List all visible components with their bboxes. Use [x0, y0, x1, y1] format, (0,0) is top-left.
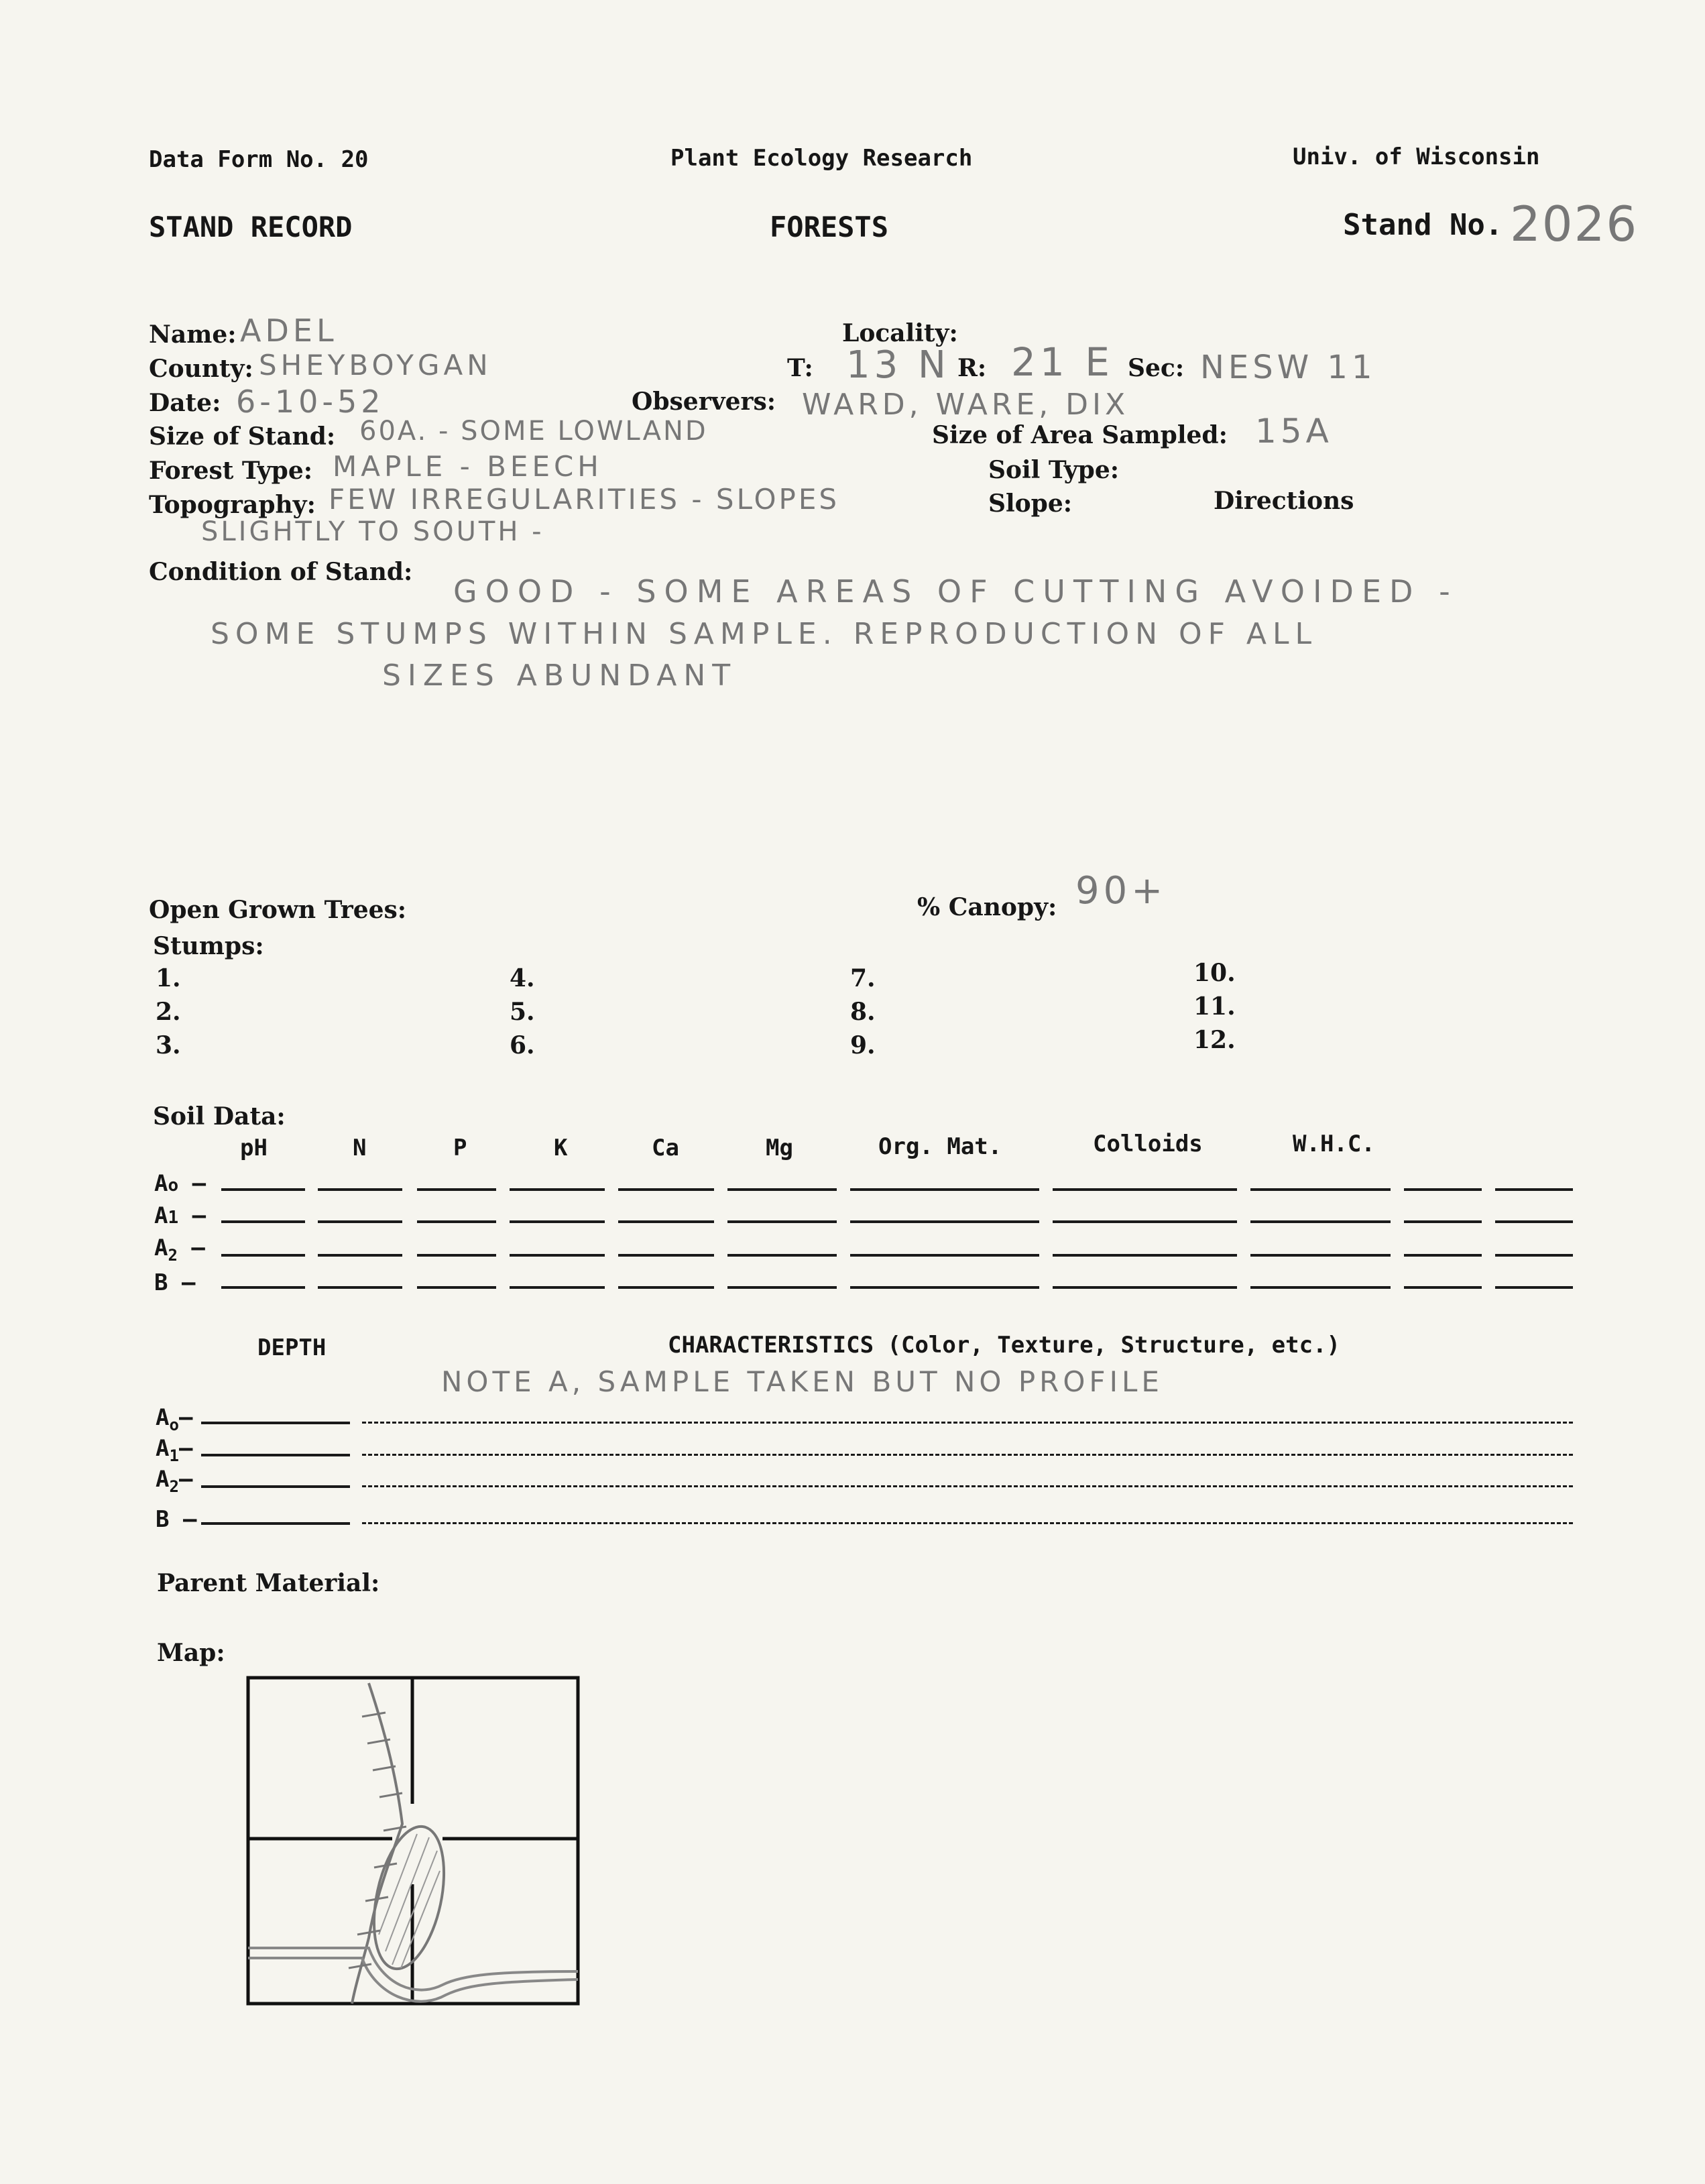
- soil-data-cell-line: [1495, 1188, 1573, 1191]
- soil-data-cell-line: [417, 1286, 496, 1289]
- soil-data-cell-line: [318, 1254, 402, 1257]
- soil-data-cell-line: [1053, 1254, 1237, 1257]
- canopy-label: % Canopy:: [917, 893, 1057, 921]
- stump-number: 2.: [156, 998, 181, 1026]
- form-number: Data Form No. 20: [149, 146, 369, 173]
- name-value: ADEL: [240, 312, 338, 349]
- soil-data-cell-line: [1404, 1188, 1482, 1191]
- soil-data-cell-line: [850, 1188, 1039, 1191]
- topography-value-2: SLIGHTLY TO SOUTH -: [201, 516, 544, 547]
- depth-line: [201, 1485, 350, 1488]
- depth-line: [201, 1454, 350, 1456]
- horizon-label: A1 —: [154, 1202, 207, 1229]
- forest-type-value: MAPLE - BEECH: [333, 450, 603, 483]
- county-label: County:: [149, 355, 253, 383]
- profile-horizon-label: B —: [156, 1506, 197, 1533]
- canopy-value: 90+: [1075, 869, 1167, 913]
- soil-column-header: Colloids: [1093, 1131, 1203, 1157]
- soil-data-cell-line: [1250, 1254, 1391, 1257]
- section-value: NESW 11: [1200, 349, 1376, 386]
- forest-type-label: Forest Type:: [149, 457, 313, 485]
- stump-number: 6.: [510, 1031, 535, 1059]
- slope-label: Slope:: [988, 490, 1073, 518]
- soil-data-cell-line: [618, 1254, 714, 1257]
- directions-label: Directions: [1214, 487, 1354, 515]
- soil-data-cell-line: [1404, 1220, 1482, 1223]
- soil-data-cell-line: [417, 1220, 496, 1223]
- soil-data-cell-line: [1404, 1286, 1482, 1289]
- soil-column-header: P: [453, 1135, 467, 1161]
- soil-data-cell-line: [1250, 1286, 1391, 1289]
- profile-horizon-label: $A_1—$: [156, 1435, 193, 1465]
- soil-data-cell-line: [510, 1286, 605, 1289]
- soil-column-header: Mg: [766, 1135, 793, 1161]
- record-title: STAND RECORD: [149, 211, 353, 243]
- soil-column-header: pH: [240, 1135, 268, 1161]
- size-area-label: Size of Area Sampled:: [932, 421, 1228, 449]
- date-value: 6-10-52: [236, 384, 385, 420]
- soil-data-cell-line: [850, 1254, 1039, 1257]
- depth-line: [201, 1422, 350, 1424]
- condition-value-3: SIZES ABUNDANT: [382, 658, 738, 693]
- characteristics-line: [362, 1522, 1573, 1524]
- characteristics-header: CHARACTERISTICS (Color, Texture, Structure, etc.): [668, 1332, 1341, 1359]
- name-label: Name:: [149, 321, 237, 349]
- depth-line: [201, 1522, 350, 1525]
- map-sample-area: [363, 1820, 456, 1975]
- soil-data-cell-line: [221, 1254, 305, 1257]
- soil-data-cell-line: [850, 1220, 1039, 1223]
- soil-data-cell-line: [318, 1286, 402, 1289]
- characteristics-line: [362, 1422, 1573, 1424]
- soil-note: NOTE A, SAMPLE TAKEN BUT NO PROFILE: [441, 1365, 1163, 1398]
- soil-data-cell-line: [1250, 1188, 1391, 1191]
- soil-data-cell-line: [318, 1220, 402, 1223]
- stump-number: 11.: [1193, 992, 1236, 1021]
- characteristics-line: [362, 1485, 1573, 1487]
- size-of-stand-value: 60A. - SOME LOWLAND: [359, 416, 708, 447]
- soil-data-label: Soil Data:: [153, 1102, 286, 1131]
- soil-data-cell-line: [510, 1188, 605, 1191]
- soil-data-cell-line: [618, 1188, 714, 1191]
- stump-number: 7.: [850, 964, 876, 992]
- map-hatching: [379, 1834, 440, 1968]
- depth-header: DEPTH: [257, 1334, 327, 1361]
- stand-number-label: Stand No.: [1343, 208, 1503, 242]
- soil-data-cell-line: [510, 1254, 605, 1257]
- soil-data-cell-line: [727, 1220, 837, 1223]
- section-label: Sec:: [1128, 354, 1185, 382]
- soil-column-header: W.H.C.: [1293, 1131, 1375, 1157]
- condition-value-1: GOOD - SOME AREAS OF CUTTING AVOIDED -: [453, 573, 1458, 610]
- soil-data-cell-line: [727, 1254, 837, 1257]
- stand-map: [241, 1670, 590, 2018]
- soil-data-cell-line: [1053, 1220, 1237, 1223]
- locality-label: Locality:: [842, 319, 958, 347]
- size-of-stand-label: Size of Stand:: [149, 422, 336, 451]
- characteristics-line: [362, 1454, 1573, 1456]
- soil-data-cell-line: [618, 1286, 714, 1289]
- stump-number: 5.: [510, 998, 535, 1026]
- open-grown-label: Open Grown Trees:: [149, 896, 407, 924]
- soil-data-cell-line: [850, 1286, 1039, 1289]
- soil-column-header: K: [554, 1135, 568, 1161]
- parent-material-label: Parent Material:: [157, 1569, 380, 1597]
- stumps-label: Stumps:: [153, 932, 264, 960]
- soil-data-cell-line: [1495, 1286, 1573, 1289]
- map-label: Map:: [157, 1639, 225, 1667]
- soil-data-cell-line: [1053, 1286, 1237, 1289]
- range-label: R:: [957, 354, 987, 382]
- soil-data-cell-line: [221, 1220, 305, 1223]
- condition-label: Condition of Stand:: [149, 558, 413, 586]
- stump-number: 10.: [1193, 959, 1236, 987]
- stump-number: 12.: [1193, 1026, 1236, 1054]
- forests-title: FORESTS: [770, 211, 889, 243]
- profile-horizon-label: $A_o—$: [156, 1404, 193, 1434]
- soil-data-cell-line: [1495, 1254, 1573, 1257]
- soil-data-cell-line: [1404, 1254, 1482, 1257]
- soil-column-header: N: [353, 1135, 367, 1161]
- soil-column-header: Ca: [652, 1135, 679, 1161]
- soil-data-cell-line: [318, 1188, 402, 1191]
- soil-data-cell-line: [727, 1188, 837, 1191]
- organization: Plant Ecology Research: [670, 145, 973, 172]
- profile-horizon-label: $A_2—$: [156, 1466, 193, 1496]
- horizon-label: Ao —: [154, 1170, 207, 1197]
- stump-number: 9.: [850, 1031, 876, 1059]
- county-value: SHEYBOYGAN: [259, 349, 492, 382]
- size-area-value: 15A: [1255, 412, 1333, 451]
- soil-data-cell-line: [1053, 1188, 1237, 1191]
- soil-data-cell-line: [1495, 1220, 1573, 1223]
- map-boundary-path: [352, 1683, 402, 2004]
- soil-data-cell-line: [727, 1286, 837, 1289]
- stump-number: 1.: [156, 964, 181, 992]
- range-value: 21 E: [1011, 339, 1114, 385]
- soil-data-cell-line: [618, 1220, 714, 1223]
- date-label: Date:: [149, 389, 221, 417]
- soil-data-cell-line: [417, 1254, 496, 1257]
- stand-number-value: 2026: [1510, 196, 1639, 252]
- township-value: 13 N: [846, 343, 950, 387]
- soil-type-label: Soil Type:: [988, 456, 1120, 484]
- soil-data-cell-line: [1250, 1220, 1391, 1223]
- horizon-label: $A_2$ —: [154, 1234, 205, 1265]
- condition-value-2: SOME STUMPS WITHIN SAMPLE. REPRODUCTION OF ALL: [211, 617, 1318, 651]
- stump-number: 8.: [850, 998, 876, 1026]
- observers-label: Observers:: [632, 388, 776, 416]
- observers-value: WARD, WARE, DIX: [802, 388, 1130, 422]
- topography-label: Topography:: [149, 491, 316, 519]
- soil-column-header: Org. Mat.: [878, 1133, 1002, 1160]
- soil-data-cell-line: [417, 1188, 496, 1191]
- stump-number: 4.: [510, 964, 535, 992]
- township-label: T:: [787, 354, 813, 382]
- soil-data-cell-line: [221, 1188, 305, 1191]
- stump-number: 3.: [156, 1031, 181, 1059]
- topography-value-1: FEW IRREGULARITIES - SLOPES: [329, 483, 840, 516]
- soil-data-cell-line: [221, 1286, 305, 1289]
- university: Univ. of Wisconsin: [1293, 143, 1540, 170]
- horizon-label: B —: [154, 1269, 196, 1296]
- soil-data-cell-line: [510, 1220, 605, 1223]
